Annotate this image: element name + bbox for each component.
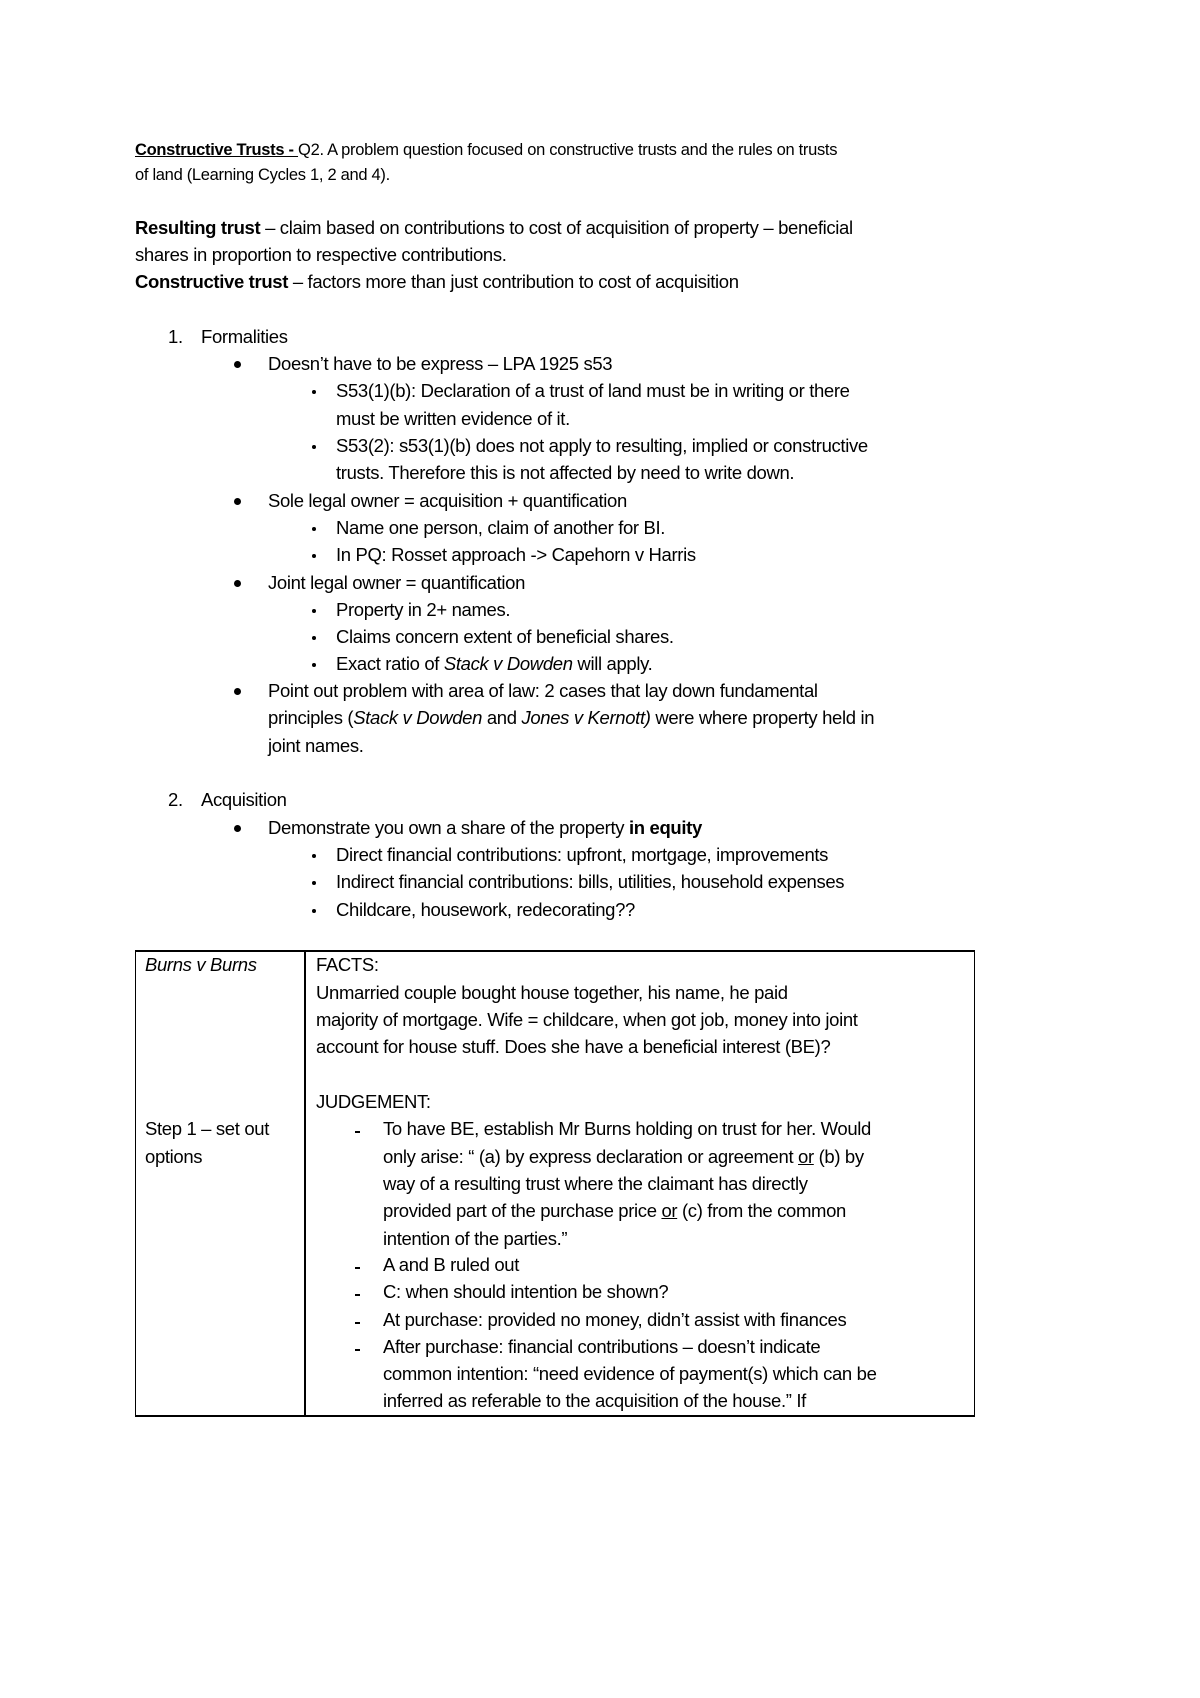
section-number: 1. bbox=[168, 326, 183, 347]
judgement-text: To have BE, establish Mr Burns holding on trust for her. Would bbox=[383, 1118, 871, 1139]
constructive-trust-def bbox=[135, 271, 739, 293]
judgement-text bbox=[383, 1146, 864, 1168]
case-name: Stack v Dowden bbox=[353, 707, 483, 728]
dash-icon bbox=[355, 1349, 360, 1351]
step-label: Step 1 – set out bbox=[145, 1118, 269, 1139]
bullet-text: joint names. bbox=[268, 735, 364, 756]
bullet-text: Sole legal owner = acquisition + quantification bbox=[268, 490, 627, 511]
sub-bullet-text: Claims concern extent of beneficial shares. bbox=[336, 626, 674, 647]
judgement-text: C: when should intention be shown? bbox=[383, 1281, 669, 1302]
case-name: Jones v Kernott) bbox=[521, 707, 651, 728]
bullet-icon bbox=[234, 580, 241, 587]
bullet-text bbox=[268, 817, 702, 839]
sub-bullet-text: Name one person, claim of another for BI. bbox=[336, 517, 666, 538]
def-text: – claim based on contributions to cost of acquisition of property – beneficial bbox=[260, 217, 853, 238]
emphasis: in equity bbox=[628, 817, 702, 838]
sub-bullet-icon bbox=[312, 636, 316, 640]
facts-text: majority of mortgage. Wife = childcare, when got job, money into joint bbox=[316, 1009, 858, 1030]
bullet-icon bbox=[234, 498, 241, 505]
sub-bullet-icon bbox=[312, 390, 316, 394]
sub-bullet-icon bbox=[312, 527, 316, 531]
bullet-text: Joint legal owner = quantification bbox=[268, 572, 526, 593]
text: (b) by bbox=[813, 1146, 864, 1167]
text: will apply. bbox=[572, 653, 653, 674]
sub-bullet-icon bbox=[312, 909, 316, 913]
judgement-text: After purchase: financial contributions – doesn’t indicate bbox=[383, 1336, 821, 1357]
text: Exact ratio of bbox=[336, 653, 444, 674]
bullet-icon bbox=[234, 825, 241, 832]
sub-bullet-icon bbox=[312, 663, 316, 667]
text: Demonstrate you own a share of the property bbox=[268, 817, 629, 838]
sub-bullet-text bbox=[336, 653, 652, 675]
text: (c) from the common bbox=[677, 1200, 846, 1221]
title: Constructive Trusts - bbox=[135, 141, 299, 159]
section-title: Acquisition bbox=[201, 789, 287, 810]
sub-bullet-text: Direct financial contributions: upfront, mortgage, improvements bbox=[336, 844, 829, 865]
facts-text: Unmarried couple bought house together, his name, he paid bbox=[316, 982, 788, 1003]
sub-bullet-icon bbox=[312, 854, 316, 858]
text: were where property held in bbox=[650, 707, 875, 728]
sub-bullet-icon bbox=[312, 554, 316, 558]
sub-bullet-text: In PQ: Rosset approach -> Capehorn v Harris bbox=[336, 544, 696, 565]
column-divider bbox=[304, 951, 306, 1415]
facts-text: account for house stuff. Does she have a beneficial interest (BE)? bbox=[316, 1036, 831, 1057]
doc-heading bbox=[135, 139, 837, 161]
resulting-trust-def-cont: shares in proportion to respective contributions. bbox=[135, 244, 507, 265]
sub-bullet-text: Indirect financial contributions: bills, utilities, household expenses bbox=[336, 871, 845, 892]
subtitle-cont: of land (Learning Cycles 1, 2 and 4). bbox=[135, 166, 390, 184]
case-name: Stack v Dowden bbox=[443, 653, 573, 674]
text: provided part of the purchase price bbox=[383, 1200, 662, 1221]
bullet-text bbox=[268, 707, 874, 729]
sub-bullet-text: Property in 2+ names. bbox=[336, 599, 511, 620]
dash-icon bbox=[355, 1131, 360, 1133]
facts-label: FACTS: bbox=[316, 954, 379, 975]
text: and bbox=[482, 707, 522, 728]
judgement-text bbox=[383, 1200, 846, 1222]
sub-bullet-text: must be written evidence of it. bbox=[336, 408, 570, 429]
section-number: 2. bbox=[168, 789, 183, 810]
judgement-text: common intention: “need evidence of payment(s) which can be bbox=[383, 1363, 877, 1384]
emphasis: or bbox=[798, 1146, 814, 1167]
judgement-text: At purchase: provided no money, didn’t assist with finances bbox=[383, 1309, 847, 1330]
dash-icon bbox=[355, 1294, 360, 1296]
sub-bullet-text: S53(2): s53(1)(b) does not apply to resulting, implied or constructive bbox=[336, 435, 868, 456]
bullet-text: Doesn’t have to be express – LPA 1925 s53 bbox=[268, 353, 613, 374]
def-text: – factors more than just contribution to cost of acquisition bbox=[288, 271, 739, 292]
judgement-label: JUDGEMENT: bbox=[316, 1091, 431, 1112]
bullet-icon bbox=[234, 688, 241, 695]
term: Constructive trust bbox=[135, 271, 289, 292]
sub-bullet-text: trusts. Therefore this is not affected by need to write down. bbox=[336, 462, 795, 483]
judgement-text: way of a resulting trust where the claimant has directly bbox=[383, 1173, 808, 1194]
sub-bullet-icon bbox=[312, 445, 316, 449]
judgement-text: intention of the parties.” bbox=[383, 1228, 568, 1249]
term: Resulting trust bbox=[135, 217, 261, 238]
emphasis: or bbox=[661, 1200, 678, 1221]
subtitle: Q2. A problem question focused on constructive trusts and the rules on trusts bbox=[298, 141, 838, 159]
bullet-text: Point out problem with area of law: 2 cases that lay down fundamental bbox=[268, 680, 818, 701]
text: principles ( bbox=[268, 707, 354, 728]
judgement-text: inferred as referable to the acquisition of the house.” If bbox=[383, 1390, 806, 1411]
judgement-text: A and B ruled out bbox=[383, 1254, 519, 1275]
bullet-icon bbox=[234, 361, 241, 368]
dash-icon bbox=[355, 1322, 360, 1324]
sub-bullet-text: S53(1)(b): Declaration of a trust of land must be in writing or there bbox=[336, 380, 850, 401]
text: only arise: “ (a) by express declaration or agreement bbox=[383, 1146, 799, 1167]
dash-icon bbox=[355, 1267, 360, 1269]
resulting-trust-def bbox=[135, 217, 853, 239]
sub-bullet-icon bbox=[312, 609, 316, 613]
section-title: Formalities bbox=[201, 326, 288, 347]
case-name: Burns v Burns bbox=[145, 954, 257, 975]
sub-bullet-text: Childcare, housework, redecorating?? bbox=[336, 899, 635, 920]
sub-bullet-icon bbox=[312, 881, 316, 885]
step-label: options bbox=[145, 1146, 203, 1167]
